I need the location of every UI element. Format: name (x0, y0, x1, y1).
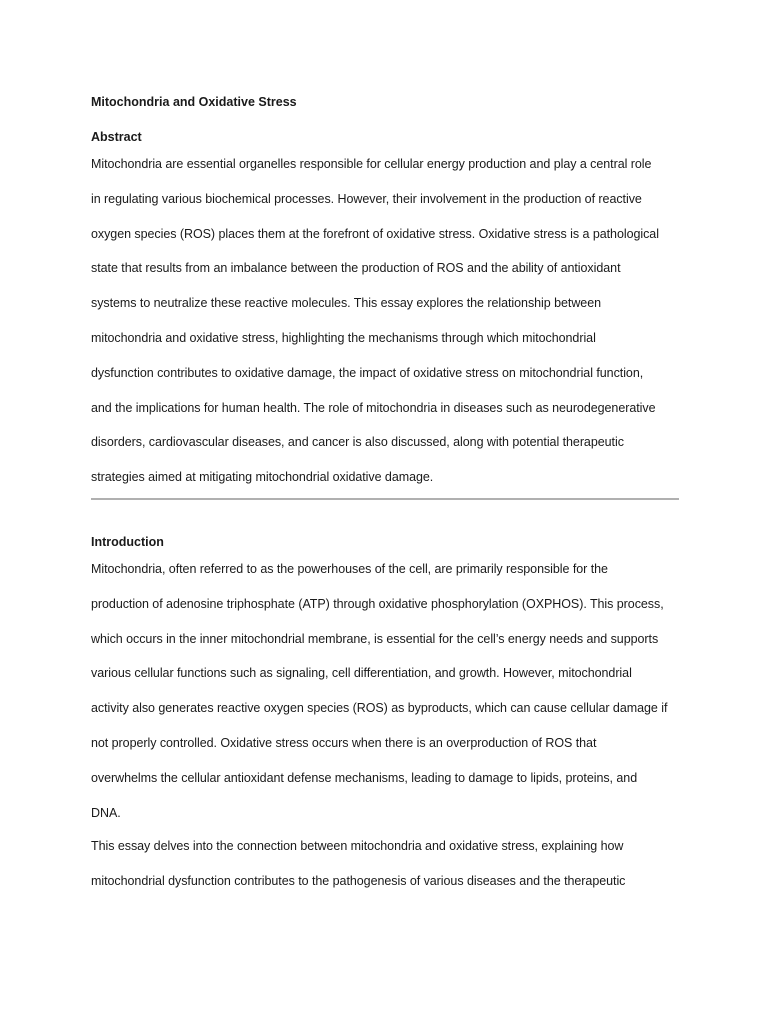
paragraph-line: which occurs in the inner mitochondrial membrane, is essential for the cell’s energy needs and supports (91, 631, 659, 646)
paragraph-line: Mitochondria, often referred to as the powerhouses of the cell, are primarily responsible for the (91, 561, 608, 576)
paragraph-line: DNA. (91, 805, 121, 820)
document-title: Mitochondria and Oxidative Stress (91, 95, 297, 109)
paragraph-line: disorders, cardiovascular diseases, and cancer is also discussed, along with potential therapeutic (91, 435, 624, 450)
paragraph-line: and the implications for human health. The role of mitochondria in diseases such as neurodegenerative (91, 400, 656, 415)
paragraph-line: mitochondria and oxidative stress, highlighting the mechanisms through which mitochondrial (91, 330, 596, 345)
abstract-paragraph (91, 147, 681, 495)
abstract-heading: Abstract (91, 130, 142, 144)
paragraph-line: Mitochondria are essential organelles responsible for cellular energy production and play a central role (91, 157, 652, 171)
paragraph-line: This essay delves into the connection between mitochondria and oxidative stress, explaining how (91, 839, 624, 854)
introduction-paragraph-1 (91, 552, 681, 830)
document-content (91, 93, 681, 899)
paragraph-line: overwhelms the cellular antioxidant defense mechanisms, leading to damage to lipids, proteins, and (91, 770, 638, 785)
paragraph-line: state that results from an imbalance between the production of ROS and the ability of antioxidant (91, 261, 621, 276)
section-divider (91, 498, 679, 500)
paragraph-line: activity also generates reactive oxygen species (ROS) as byproducts, which can cause cellular damage if (91, 701, 668, 716)
paragraph-line: not properly controlled. Oxidative stress occurs when there is an overproduction of ROS that (91, 735, 597, 750)
paragraph-line: oxygen species (ROS) places them at the forefront of oxidative stress. Oxidative stress is a pathological (91, 226, 659, 241)
paragraph-line: dysfunction contributes to oxidative damage, the impact of oxidative stress on mitochondrial function, (91, 365, 644, 380)
paragraph-line: production of adenosine triphosphate (ATP) through oxidative phosphorylation (OXPHOS). This process, (91, 596, 664, 611)
introduction-heading: Introduction (91, 534, 164, 549)
introduction-paragraph-2 (91, 829, 681, 899)
paragraph-line: in regulating various biochemical processes. However, their involvement in the production of reactive (91, 191, 642, 206)
paragraph-line: mitochondrial dysfunction contributes to the pathogenesis of various diseases and the therapeutic (91, 874, 626, 889)
paragraph-line: various cellular functions such as signaling, cell differentiation, and growth. However, mitochondrial (91, 666, 632, 681)
paragraph-line: strategies aimed at mitigating mitochondrial oxidative damage. (91, 470, 434, 485)
paragraph-line: systems to neutralize these reactive molecules. This essay explores the relationship between (91, 296, 602, 311)
